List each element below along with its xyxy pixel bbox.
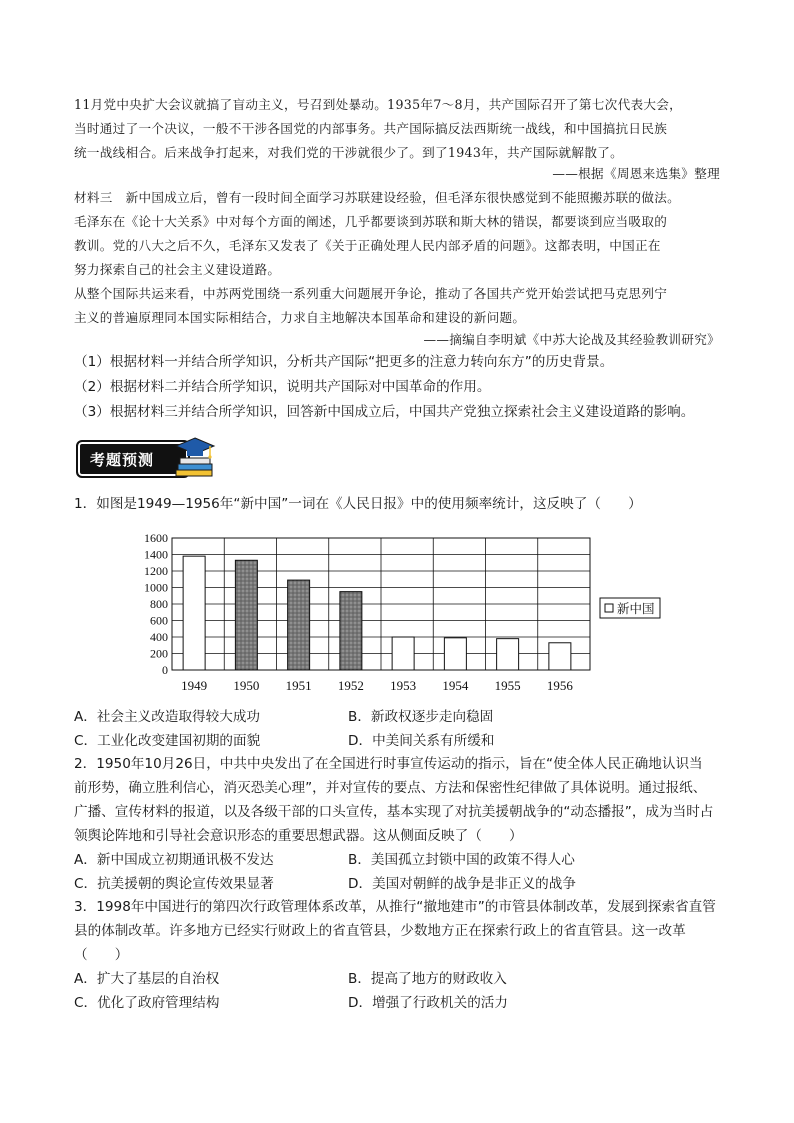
y-tick-label: 1600 bbox=[144, 531, 168, 545]
option-c[interactable] bbox=[74, 732, 260, 750]
y-tick-label: 1400 bbox=[144, 547, 168, 562]
option-text: 美国对朝鲜的战争是非正义的战争 bbox=[372, 876, 576, 892]
x-tick-label: 1952 bbox=[337, 678, 364, 693]
option-text: 新中国成立初期通讯极不发达 bbox=[96, 852, 274, 868]
chart-svg bbox=[130, 530, 670, 700]
question-stem: 2．1950年10月26日，中共中央发出了在全国进行时事宣传运动的指示，旨在“使全体人民正确地认识当 bbox=[74, 756, 703, 772]
legend-label: 新中国 bbox=[617, 601, 655, 616]
bar-chart bbox=[130, 530, 670, 700]
bar-1952 bbox=[340, 592, 362, 670]
bar-1953 bbox=[392, 637, 414, 670]
option-d[interactable] bbox=[348, 875, 576, 893]
option-letter: D． bbox=[348, 733, 373, 749]
option-letter: A． bbox=[74, 852, 97, 868]
option-text: 美国孤立封锁中国的政策不得人心 bbox=[370, 852, 575, 868]
option-text: 扩大了基层的自治权 bbox=[96, 971, 220, 987]
question-stem: 广播、宣传材料的报道，以及各级干部的口头宣传，基本实现了对抗美援朝战争的“动态播报”，成为当时占 bbox=[74, 804, 714, 820]
option-b[interactable] bbox=[348, 708, 493, 726]
option-a[interactable] bbox=[74, 851, 274, 869]
bar-1954 bbox=[444, 638, 466, 670]
option-d[interactable] bbox=[348, 994, 508, 1012]
graduation-cap-books-icon bbox=[174, 434, 216, 478]
material-line: 教训。党的八大之后不久，毛泽东又发表了《关于正确处理人民内部矛盾的问题》。这都表明，中国正在 bbox=[74, 238, 661, 253]
question-stem: 3．1998年中国进行的第四次行政管理体系改革，从推行“撤地建市”的市管县体制改革，发展到探索省直管 bbox=[74, 899, 716, 915]
option-letter: A． bbox=[74, 971, 97, 987]
option-letter: D． bbox=[348, 876, 373, 892]
badge-plate bbox=[76, 440, 190, 478]
material-line: 当时通过了一个决议，一般不干涉各国党的内部事务。共产国际搞反法西斯统一战线，和中国搞抗日民族 bbox=[74, 121, 668, 136]
y-tick-label: 600 bbox=[150, 613, 168, 628]
x-tick-label: 1951 bbox=[285, 678, 312, 693]
y-tick-label: 0 bbox=[162, 663, 168, 677]
option-a[interactable] bbox=[74, 970, 219, 988]
x-tick-label: 1953 bbox=[390, 678, 417, 693]
x-tick-label: 1956 bbox=[546, 678, 573, 693]
x-tick-label: 1955 bbox=[494, 678, 521, 693]
bar-1950 bbox=[235, 560, 257, 670]
bar-1951 bbox=[288, 580, 310, 670]
option-text: 工业化改变建国初期的面貌 bbox=[97, 733, 261, 749]
sub-question: （3）根据材料三并结合所学知识，回答新中国成立后，中国共产党独立探索社会主义建设道路的影响。 bbox=[74, 404, 695, 420]
question-stem: 县的体制改革。许多地方已经实行财政上的省直管县，少数地方正在探索行政上的省直管县。这一改革 bbox=[74, 923, 686, 939]
question-stem: （ ） bbox=[74, 947, 129, 963]
option-letter: B． bbox=[348, 971, 371, 987]
option-letter: C． bbox=[74, 876, 98, 892]
bar-1956 bbox=[549, 643, 571, 670]
option-a[interactable] bbox=[74, 708, 260, 726]
option-c[interactable] bbox=[74, 875, 274, 893]
material-line: 材料三 新中国成立后，曾有一段时间全面学习苏联建设经验，但毛泽东很快感觉到不能照搬苏联的做法。 bbox=[74, 190, 681, 205]
option-b[interactable] bbox=[348, 970, 507, 988]
exam-forecast-badge bbox=[76, 434, 216, 480]
material-line: 统一战线相合。后来战争打起来，对我们党的干涉就很少了。到了1943年，共产国际就解散了。 bbox=[74, 145, 623, 160]
option-text: 优化了政府管理结构 bbox=[97, 995, 220, 1011]
option-text: 提高了地方的财政收入 bbox=[370, 971, 507, 987]
legend-swatch bbox=[605, 604, 613, 612]
bar-1949 bbox=[183, 556, 205, 670]
option-text: 社会主义改造取得较大成功 bbox=[96, 709, 261, 725]
y-tick-label: 200 bbox=[150, 646, 168, 661]
y-tick-label: 800 bbox=[150, 597, 168, 611]
option-text: 中美间关系有所缓和 bbox=[372, 733, 495, 749]
y-tick-label: 1000 bbox=[144, 580, 168, 595]
source-citation: ——摘编自李明斌《中苏大论战及其经验教训研究》 bbox=[423, 332, 720, 347]
material-line: 主义的普遍原理同本国实际相结合，力求自主地解决本国革命和建设的新问题。 bbox=[74, 310, 526, 325]
material-line: 11月党中央扩大会议就搞了盲动主义，号召到处暴动。1935年7～8月，共产国际召开了第七次代表大会， bbox=[74, 97, 683, 112]
option-text: 抗美援朝的舆论宣传效果显著 bbox=[97, 876, 274, 892]
option-letter: B． bbox=[348, 709, 371, 725]
y-tick-label: 1200 bbox=[144, 564, 168, 578]
source-citation: ——根据《周恩来选集》整理 bbox=[552, 166, 720, 181]
material-line: 努力探索自己的社会主义建设道路。 bbox=[74, 262, 281, 277]
material-line: 从整个国际共运来看，中苏两党围绕一系列重大问题展开争论，推动了各国共产党开始尝试把马克思列宁 bbox=[74, 286, 668, 301]
bar-1955 bbox=[497, 639, 519, 670]
option-d[interactable] bbox=[348, 732, 494, 750]
option-letter: B． bbox=[348, 852, 371, 868]
sub-question: （2）根据材料二并结合所学知识，说明共产国际对中国革命的作用。 bbox=[74, 379, 491, 395]
option-letter: C． bbox=[74, 733, 98, 749]
material-line: 毛泽东在《论十大关系》中对每个方面的阐述，几乎都要谈到苏联和斯大林的错误，都要谈到应当吸取的 bbox=[74, 214, 668, 229]
option-c[interactable] bbox=[74, 994, 219, 1012]
question-stem: 领舆论阵地和引导社会意识形态的重要思想武器。这从侧面反映了（ ） bbox=[74, 828, 523, 844]
option-text: 新政权逐步走向稳固 bbox=[370, 709, 494, 725]
option-letter: C． bbox=[74, 995, 98, 1011]
badge-label: 考题预测 bbox=[90, 451, 155, 469]
x-tick-label: 1954 bbox=[442, 678, 469, 693]
sub-question: （1）根据材料一并结合所学知识，分析共产国际“把更多的注意力转向东方”的历史背景。 bbox=[74, 354, 614, 370]
question-stem: 前形势，确立胜利信心，消灭恐美心理”，并对宣传的要点、方法和保密性纪律做了具体说明。通过报纸、 bbox=[74, 780, 707, 796]
x-tick-label: 1949 bbox=[181, 678, 208, 693]
x-tick-label: 1950 bbox=[233, 678, 260, 693]
option-letter: A． bbox=[74, 709, 97, 725]
question-stem: 1．如图是1949—1956年“新中国”一词在《人民日报》中的使用频率统计，这反映了（ ） bbox=[74, 496, 642, 512]
option-text: 增强了行政机关的活力 bbox=[372, 995, 508, 1011]
option-letter: D． bbox=[348, 995, 373, 1011]
y-tick-label: 400 bbox=[150, 630, 168, 644]
option-b[interactable] bbox=[348, 851, 575, 869]
